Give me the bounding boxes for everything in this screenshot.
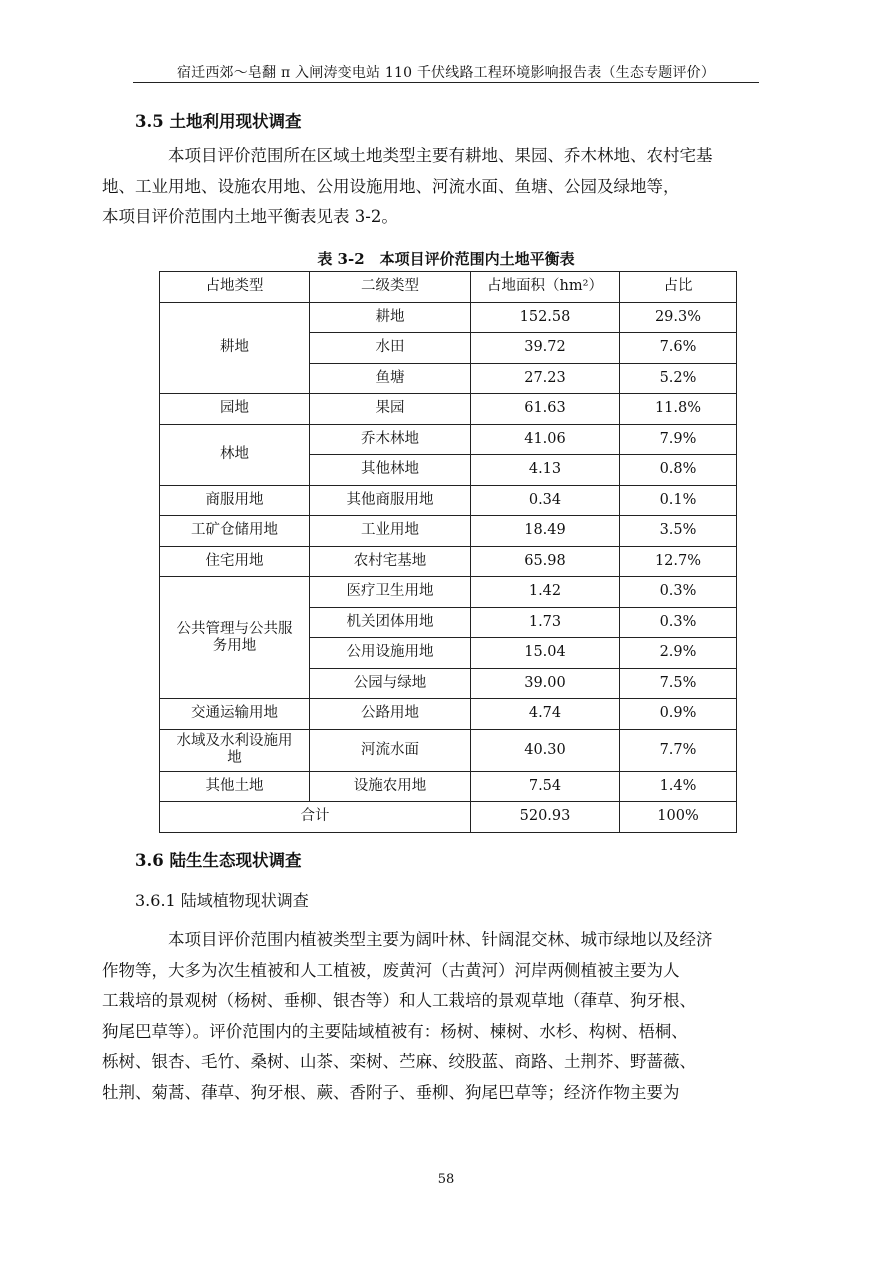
section-3-6-heading: 3.6 陆生生态现状调查 (135, 851, 302, 870)
land-type-cell: 商服用地 (160, 485, 310, 516)
paragraph-line: 狗尾巴草等）。评价范围内的主要陆域植被有：杨树、楝树、水杉、构树、梧桐、 (102, 1021, 688, 1041)
percent-cell: 7.9% (620, 424, 737, 455)
area-cell: 61.63 (471, 394, 620, 425)
header-cell: 占地面积（hm²） (471, 272, 620, 303)
area-cell: 4.74 (471, 699, 620, 730)
land-type-cell: 园地 (160, 394, 310, 425)
subtype-cell: 乔木林地 (310, 424, 471, 455)
subtype-cell: 公园与绿地 (310, 668, 471, 699)
percent-cell: 29.3% (620, 302, 737, 333)
subtype-cell: 机关团体用地 (310, 607, 471, 638)
land-type-cell: 水域及水利设施用地 (160, 729, 310, 771)
table-row (160, 394, 737, 425)
land-type-cell: 耕地 (160, 302, 310, 394)
table-header-row (160, 272, 737, 303)
paragraph-line: 作物等，大多为次生植被和人工植被，废黄河（古黄河）河岸两侧植被主要为人 (102, 960, 680, 980)
area-cell: 40.30 (471, 729, 620, 771)
section-3-6-1-subheading: 3.6.1 陆域植物现状调查 (135, 891, 309, 910)
subtype-cell: 其他林地 (310, 455, 471, 486)
subtype-cell: 河流水面 (310, 729, 471, 771)
table-row (160, 699, 737, 730)
area-cell: 152.58 (471, 302, 620, 333)
area-cell: 39.00 (471, 668, 620, 699)
paragraph-line: 牡荆、菊蒿、葎草、狗牙根、蕨、香附子、垂柳、狗尾巴草等；经济作物主要为 (102, 1082, 680, 1102)
table-row (160, 302, 737, 333)
percent-cell: 1.4% (620, 771, 737, 802)
percent-cell: 5.2% (620, 363, 737, 394)
land-type-cell: 住宅用地 (160, 546, 310, 577)
subtype-cell: 工业用地 (310, 516, 471, 547)
area-cell: 0.34 (471, 485, 620, 516)
subtype-cell: 果园 (310, 394, 471, 425)
subtype-cell: 公用设施用地 (310, 638, 471, 669)
percent-cell: 2.9% (620, 638, 737, 669)
table-row (160, 771, 737, 802)
header-divider (133, 82, 759, 83)
total-percent-cell: 100% (620, 802, 737, 833)
table-row (160, 729, 737, 771)
paragraph-line: 工栽培的景观树（杨树、垂柳、银杏等）和人工栽培的景观草地（葎草、狗牙根、 (102, 991, 696, 1010)
table-row (160, 424, 737, 455)
land-type-cell: 交通运输用地 (160, 699, 310, 730)
subtype-cell: 耕地 (310, 302, 471, 333)
area-cell: 15.04 (471, 638, 620, 669)
header-cell: 占地类型 (160, 272, 310, 303)
table-row (160, 577, 737, 608)
area-cell: 27.23 (471, 363, 620, 394)
land-type-cell: 公共管理与公共服务用地 (160, 577, 310, 699)
subtype-cell: 水田 (310, 333, 471, 364)
paragraph-line: 地、工业用地、设施农用地、公用设施用地、河流水面、鱼塘、公园及绿地等， (102, 176, 680, 196)
subtype-cell: 鱼塘 (310, 363, 471, 394)
subtype-cell: 公路用地 (310, 699, 471, 730)
percent-cell: 0.3% (620, 607, 737, 638)
section-3-5-paragraph (102, 141, 759, 233)
area-cell: 18.49 (471, 516, 620, 547)
percent-cell: 3.5% (620, 516, 737, 547)
paragraph-line: 本项目评价范围内土地平衡表见表 3-2。 (102, 207, 398, 226)
land-type-cell: 林地 (160, 424, 310, 485)
table-caption: 表 3-2 本项目评价范围内土地平衡表 (317, 250, 575, 268)
land-type-cell: 工矿仓储用地 (160, 516, 310, 547)
paragraph-line: 栎树、银杏、毛竹、桑树、山茶、栾树、苎麻、绞股蓝、商路、土荆芥、野蔷薇、 (102, 1052, 696, 1071)
percent-cell: 7.5% (620, 668, 737, 699)
section-3-6-1-paragraph (102, 925, 759, 1108)
area-cell: 4.13 (471, 455, 620, 486)
percent-cell: 7.7% (620, 729, 737, 771)
table-row (160, 485, 737, 516)
header-cell: 占比 (620, 272, 737, 303)
document-header-title: 宿迁西郊～皂翻 π 入闸涛变电站 110 千伏线路工程环境影响报告表（生态专题评价） (176, 65, 716, 81)
percent-cell: 0.9% (620, 699, 737, 730)
percent-cell: 0.8% (620, 455, 737, 486)
land-balance-table (159, 271, 737, 833)
total-label-cell: 合计 (160, 802, 471, 833)
total-area-cell: 520.93 (471, 802, 620, 833)
table-total-row (160, 802, 737, 833)
subtype-cell: 设施农用地 (310, 771, 471, 802)
section-3-5-heading: 3.5 土地利用现状调查 (135, 112, 302, 131)
area-cell: 65.98 (471, 546, 620, 577)
paragraph-line: 本项目评价范围内植被类型主要为阔叶林、针阔混交林、城市绿地以及经济 (168, 930, 713, 949)
subtype-cell: 其他商服用地 (310, 485, 471, 516)
percent-cell: 12.7% (620, 546, 737, 577)
percent-cell: 0.3% (620, 577, 737, 608)
table-row (160, 516, 737, 547)
area-cell: 1.42 (471, 577, 620, 608)
header-cell: 二级类型 (310, 272, 471, 303)
land-type-cell: 其他土地 (160, 771, 310, 802)
subtype-cell: 医疗卫生用地 (310, 577, 471, 608)
area-cell: 39.72 (471, 333, 620, 364)
subtype-cell: 农村宅基地 (310, 546, 471, 577)
percent-cell: 11.8% (620, 394, 737, 425)
area-cell: 7.54 (471, 771, 620, 802)
area-cell: 41.06 (471, 424, 620, 455)
table-row (160, 546, 737, 577)
percent-cell: 7.6% (620, 333, 737, 364)
area-cell: 1.73 (471, 607, 620, 638)
percent-cell: 0.1% (620, 485, 737, 516)
page-number: 58 (437, 1172, 455, 1187)
paragraph-line: 本项目评价范围所在区域土地类型主要有耕地、果园、乔木林地、农村宅基 (168, 146, 713, 165)
